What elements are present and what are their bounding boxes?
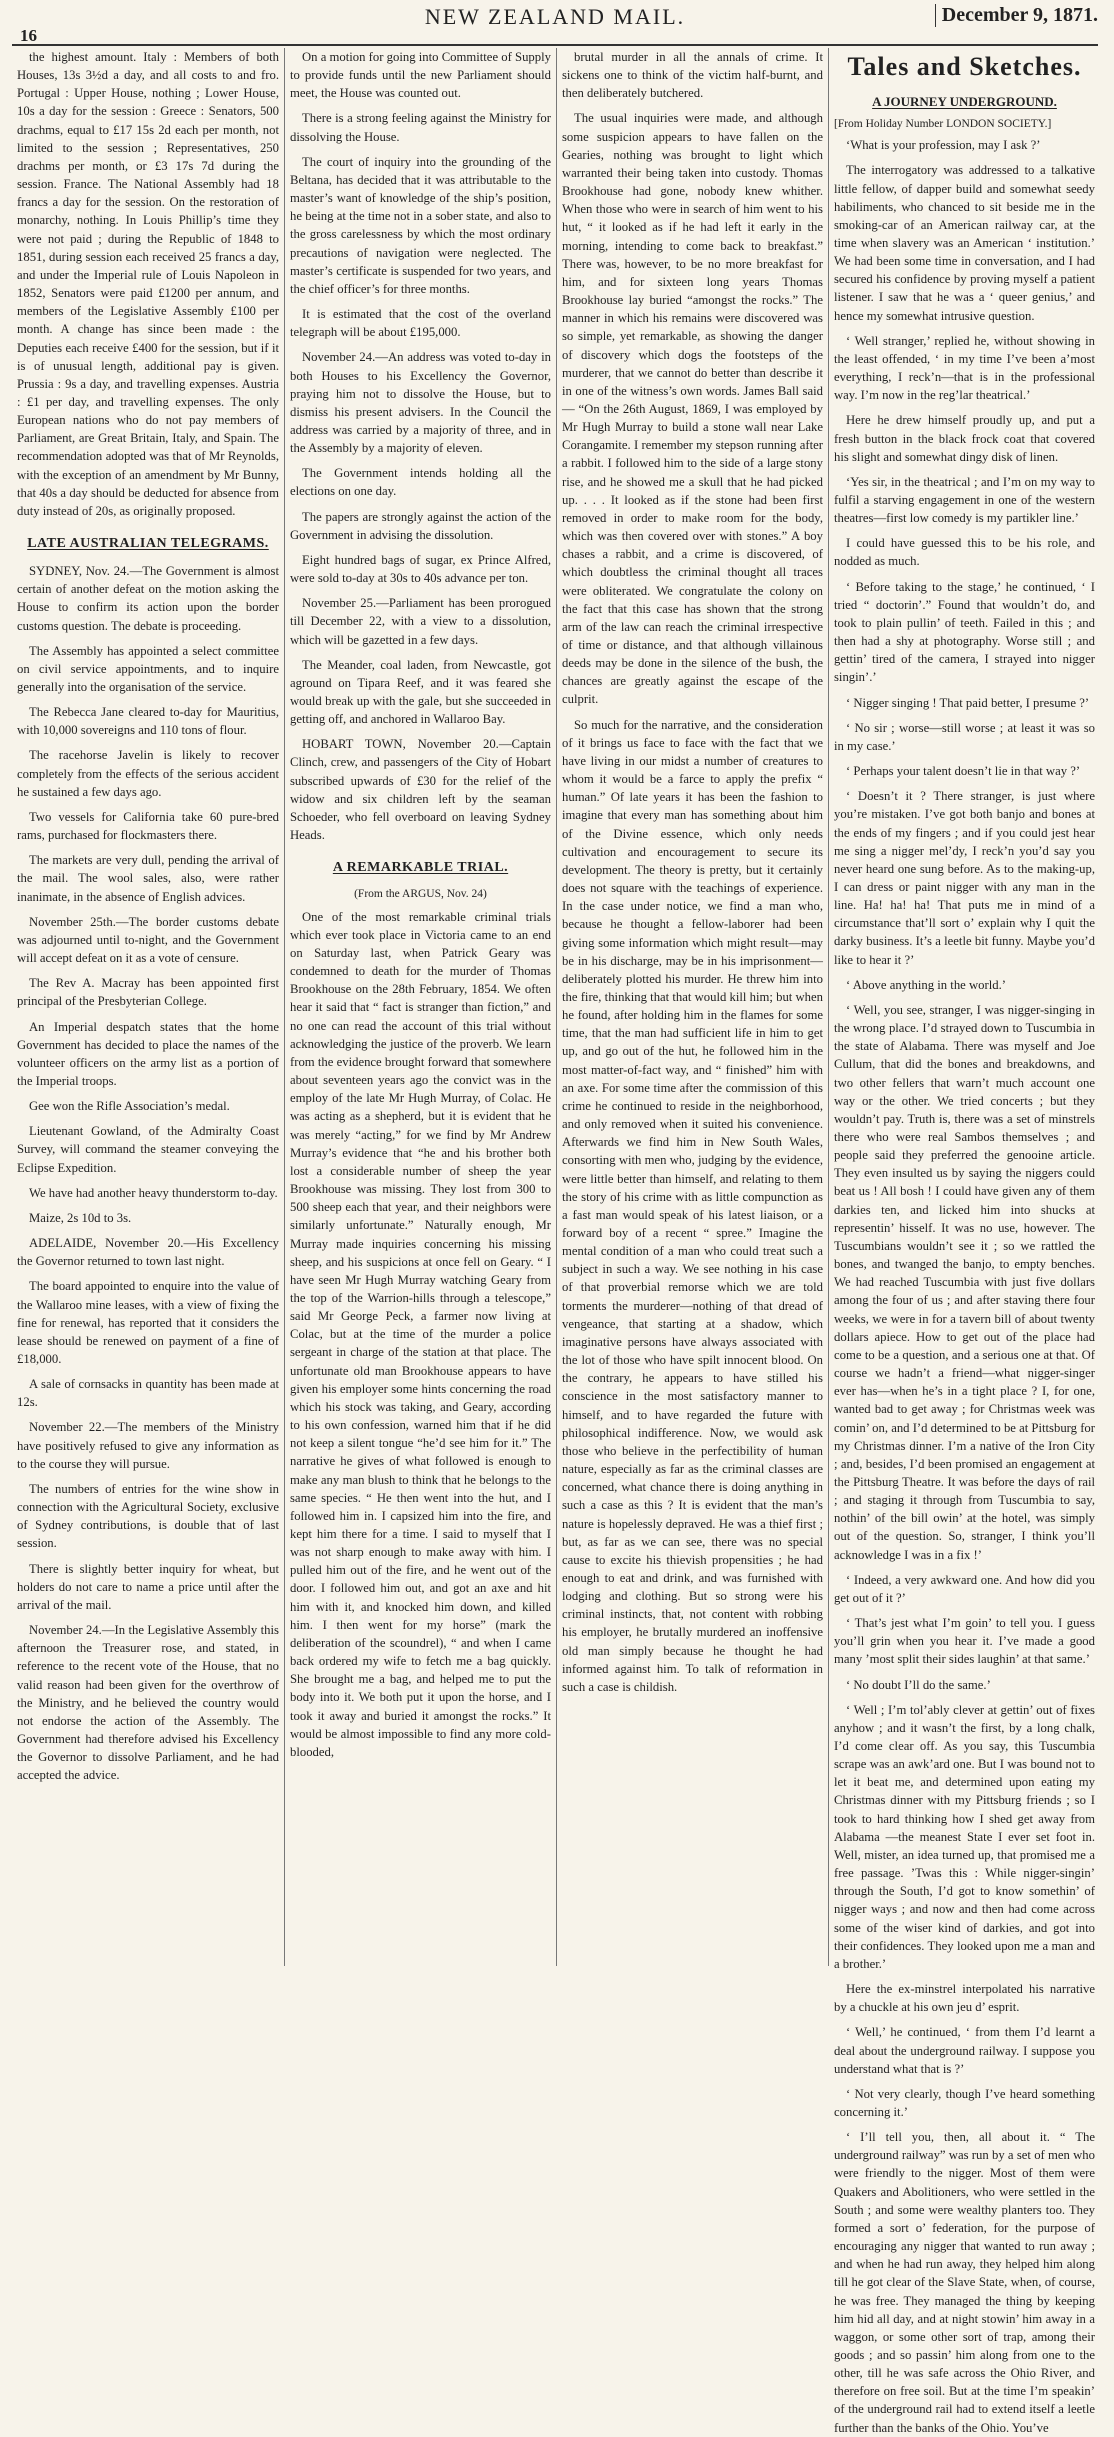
column-4-paragraph: ‘ Above anything in the world.’ (846, 977, 1006, 992)
column-4-paragraph: ‘ Well stranger,’ replied he, without showing in the least offended, ‘ in my time I’ve been a’most everything, I reck’n—that is in the professional way. I’m now in the reg’lar theatrical.’ (834, 333, 1095, 403)
journey-underground-heading: A JOURNEY UNDERGROUND. (872, 94, 1057, 110)
column-4-paragraph: ‘ No doubt I’ll do the same.’ (846, 1677, 991, 1692)
column-4-paragraph: ‘ Perhaps your talent doesn’t lie in that way ?’ (846, 764, 1081, 779)
column-4-paragraph: ‘What is your profession, may I ask ?’ (846, 138, 1041, 153)
section-heading-remarkable-trial: A REMARKABLE TRIAL. (332, 860, 509, 876)
source-line: [From Holiday Number LONDON SOCIETY.] (834, 117, 1052, 130)
column-4-paragraph: ‘ I’ll tell you, then, all about it. “ The underground railway” was run by a set of men who were friendly to the nigger. Most of them were Quakers and Abolitioners, who were settled in the South ; and some were wealthy planters too. They formed a sort o’ federation, for the purpose of encouraging any nigger that wanted to run away ; and when he had run away, they helped him along till he got clear of the Slave State, when, of course, he was free. They managed the thing by keeping him hid all day, and at night stowin’ him away in a waggon, or some other sort of trap, among their goods ; and so passin’ him along from one to the other, till he was safe across the Ohio River, and therefore on free soil. But at the time I’m speakin’ of the underground rail had to extend itself a leetle further than the banks of the Ohio. You’ve (834, 2130, 1095, 2435)
column-1-paragraph: There is slightly better inquiry for wheat, but holders do not care to name a price until after the arrival of the mail. (17, 1561, 279, 1612)
column-2-paragraph: The papers are strongly against the action of the Government in advising the dissolution. (290, 509, 551, 542)
column-4-paragraph: Here he drew himself proudly up, and put a fresh button in the black frock coat that covered his slight and somewhat dingy disk of linen. (834, 413, 1095, 464)
column-3-paragraph: brutal murder in all the annals of crime. It sickens one to think of the victim half-burnt, and then deliberately butchered. (562, 50, 823, 101)
column-4-paragraph: ‘ Well,’ he continued, ‘ from them I’d learnt a deal about the underground railway. I suppose you understand what that is ?’ (834, 2025, 1095, 2076)
column-1-paragraph: Maize, 2s 10d to 3s. (29, 1210, 132, 1225)
column-2-paragraph: November 24.—An address was voted to-day in both Houses to his Excellency the Governor, praying him not to dissolve the House, but to dismiss his present advisers. In the Council the address was carried by a majority of three, and in the Assembly by a majority of eleven. (290, 350, 551, 456)
column-2-paragraph: One of the most remarkable criminal trials which ever took place in Victoria came to an end on Saturday last, when Patrick Geary was condemned to death for the murder of Thomas Brookhouse on the 28th February, 1854. We often hear it said that “ fact is stranger than fiction,” and no one can read the account of this trial without acknowledging the justice of the proverb. We learn from the evidence brought forward that somewhere about seventeen years ago the convict was in the employ of the late Mr Hugh Murray, of Colac. He was acting as a shepherd, but it is evident that he was merely “acting,” for we find by Mr Andrew Murray’s evidence that “he and his brother both lost a considerable number of sheep the year Brookhouse was missing. They lost from 300 to 500 sheep each that year, and their neighbors were similarly unfortunate.” Naturally enough, Mr Murray made inquiries concerning his missing sheep, and his suspicions at once fell on Geary. “ I have seen Mr Hugh Murray watching Geary from the top of the Warrion-hills through a telescope,” said Mr George Peck, a farmer now living at Colac, but at the time of the murder a police sergeant in charge of the station at that place. The unfortunate old man Brookhouse appears to have given his employer some hints concerning the road which his stock was taking, and Geary, according to his own confession, warned him that if he did not keep a silent tongue “he’d see him for it.” The narrative he gives of what followed is enough to make any man blush to think that he belongs to the same species. “ He then went into the hut, and I followed him in. I capsized him into the fire, and kept him there for a time. I said to myself that I was not sharp enough to make away with him. I pulled him out of the fire, and he went out of the door. I followed him out, and got an axe and hit him with it, and knocked him down, and killed him. I then went for my horse” (mark the deliberation of the scoundrel), “ and when I came back ordered my wife to fetch me a bag quickly. She brought me a bag, and helped me to put the body into it. We both put it upon the horse, and I took it away and buried it amongst the rocks.” It would be almost impossible to find any more cold-blooded, (290, 909, 551, 1759)
column-1-paragraph: SYDNEY, Nov. 24.—The Government is almost certain of another defeat on the motion asking the House to confirm its action upon the border customs question. The debate is proceeding. (17, 564, 279, 633)
column-1-paragraph: Lieutenant Gowland, of the Admiralty Coast Survey, will command the steamer conveying the Eclipse Expedition. (17, 1124, 279, 1175)
column-4-paragraph: The interrogatory was addressed to a talkative little fellow, of dapper build and somewhat seedy habiliments, who chanced to sit beside me in the smoking-car of an American railway car, at the time when slavery was an American ‘ institution.’ We had been some time in conversation, and I had secured his confidence by proving myself a patient listener. I saw that he was a ‘ queer genius,’ and hence my somewhat intrusive question. (834, 163, 1095, 323)
column-2-paragraph: The Meander, coal laden, from Newcastle, got aground on Tipara Reef, and it was feared she would break up with the gale, but she succeeded in getting off, and anchored in Wallaroo Bay. (290, 657, 551, 727)
column-1-paragraph: November 24.—In the Legislative Assembly this afternoon the Treasurer rose, and stated, in reference to the recent vote of the House, that no valid reason had been given for the overthrow of the Ministry, and he believed the country would not endorse the action of the Assembly. The Government had therefore advised his Excellency the Governor to dissolve Parliament, and he had accepted the advice. (17, 1623, 279, 1783)
column-2-paragraph: On a motion for going into Committee of Supply to provide funds until the new Parliament should meet, the House was counted out. (290, 50, 551, 101)
column-2-paragraph: HOBART TOWN, November 20.—Captain Clinch, crew, and passengers of the City of Hobart subscribed upwards of £30 for the relief of the widow and six children left by the seaman Schoeder, who fell overboard on leaving Sydney Heads. (290, 737, 551, 843)
newspaper-title: NEW ZEALAND MAIL. (424, 4, 686, 29)
column-1-paragraph: November 25th.—The border customs debate was adjourned until to-night, and the Government will accept defeat on it as a vote of censure. (17, 914, 279, 966)
column-2-paragraph: Eight hundred bags of sugar, ex Prince Alfred, were sold to-day at 30s to 40s advance per ton. (290, 552, 551, 586)
column-1-paragraph: The numbers of entries for the wine show in connection with the Agricultural Society, exclusive of Sydney contributions, is double that of last session. (17, 1481, 279, 1551)
column-1-paragraph: A sale of cornsacks in quantity has been made at 12s. (17, 1377, 279, 1410)
newspaper-columns (12, 48, 1102, 2435)
column-4-paragraph: ‘ Not very clearly, though I’ve heard something concerning it.’ (834, 2086, 1095, 2119)
column-4-paragraph: ‘ That’s jest what I’m goin’ to tell you. I guess you’ll grin when you hear it. I’ve made a good many ’most split their sides laughin’ at that same.’ (834, 1616, 1095, 1667)
column-4 (828, 48, 1100, 2435)
column-2-paragraph: The court of inquiry into the grounding of the Beltana, has decided that it was attributable to the master’s want of knowledge of the ship’s position, he being at the time not in a sober state, and also to the gross carelessness by which the most ordinary precautions of navigation were neglected. The master’s certificate is suspended for two years, and the chief officer’s for three months. (290, 154, 551, 296)
tales-and-sketches-title: Tales and Sketches. (847, 52, 1082, 81)
column-1-paragraph: Gee won the Rifle Association’s medal. (29, 1099, 230, 1114)
column-2-paragraph: November 25.—Parliament has been prorogued till December 22, with a view to a dissolution, which will be gazetted in a few days. (290, 596, 551, 647)
column-4-paragraph: ‘ Nigger singing ! That paid better, I presume ?’ (846, 695, 1090, 710)
masthead (12, 0, 1098, 46)
column-1-paragraph: An Imperial despatch states that the home Government has decided to place the names of the volunteer officers on the army list as a portion of the Imperial troops. (17, 1019, 279, 1088)
column-1 (12, 48, 284, 1966)
column-1-paragraph: The racehorse Javelin is likely to recover completely from the effects of the serious accident he sustained a few days ago. (17, 748, 279, 799)
column-4-paragraph: ‘ No sir ; worse—still worse ; at least it was so in my case.’ (834, 720, 1095, 753)
column-1-paragraph: Two vessels for California take 60 pure-bred rams, purchased for flockmasters there. (17, 809, 279, 843)
column-4-paragraph: ‘ Doesn’t it ? There stranger, is just where you’re mistaken. I’ve got both banjo and bones at the ends of my fingers ; and if you could jest hear me sing a nigger mel’dy, I reck’n you’d say you never heard one sung before. As to the making-up, I can dress or paint nigger with any man in the line. Ha! ha! ha! That puts me in mind of a circumstance that’ll sort o’ explain why I quit the darky business. It’s a leetle bit funny. Maybe you’d like to hear it ?’ (834, 789, 1095, 967)
column-4-paragraph: ‘ Before taking to the stage,’ he continued, ‘ I tried “ doctorin’.” Found that wouldn’t do, and took to plain pullin’ of teeth. Failed in this ; and then had a shy at photography. Worse still ; and gettin’ tired of the camera, I strayed into nigger singin’.’ (834, 579, 1095, 685)
column-4-paragraph: ‘ Indeed, a very awkward one. And how did you get out of it ?’ (834, 1572, 1095, 1605)
page-number: 16 (20, 26, 37, 45)
column-1-paragraph: ADELAIDE, November 20.—His Excellency the Governor returned to town last night. (17, 1236, 279, 1269)
column-2-paragraph: There is a strong feeling against the Ministry for dissolving the House. (290, 111, 551, 144)
column-4-paragraph: ‘ Well ; I’m tol’ably clever at gettin’ out of fixes anyhow ; and it wasn’t the first, by a long chalk, I’d come clear off. As you say, this Tuscumbia scrape was an awk’ard one. But I was bound not to let it beat me, and determined upon eating my Christmas dinner with my Pittsburg friends ; so I took to hard thinking how I shed get away from Alabama —the meanest State I ever set foot in. Well, mister, an idea turned up, that promised me a free passage. ’Twas this : While nigger-singin’ through the South, I’d got to know somethin’ of nigger ways ; and now and then had come across some of the wiser kind of darkies, and got into their confidences. They looked upon me a man and a brother.’ (834, 1702, 1095, 1971)
column-3 (556, 48, 828, 1966)
column-4-paragraph: ‘ Well, you see, stranger, I was nigger-singing in the wrong place. I’d strayed down to Tuscumbia in the state of Alabama. There was myself and Joe Cullum, that did the bones and breakdowns, and two other fellers that warn’t much account one way or the other. We tried concerts ; but they wouldn’t pay. Truth is, there was a set of minstrels there who were real Sambos themselves ; and people said they preferred the genooine article. They even insulted us by saying the niggers could beat us ! All bosh ! I could have given any of them darkies ten, and licked him into shucks at representin’ hisself. It was no use, however. The Tuscumbians wouldn’t see it ; so we rattled the bones, and twanged the banjo, to empty benches. We had reached Tuscumbia with just five dollars among the four of us ; and after staving there four weeks, we were in for a tavern bill of about twenty dollars apiece. How to get out of the place had come to be a question, and a serious one at that. Of course we hadn’t a friend—what nigger-singer ever has—when he’s in a tight place ? I, for one, wanted bad to get away ; for Christmas week was comin’ on, and I’d determined to be at Pittsburg for my Christmas dinner. I’m a native of the Iron City ; and, besides, I’d been promised an engagement at the Pittsburg Theatre. It was before the days of rail ; and staging it through from Tuscumbia to say, nothin’ of the bill owin’ at the hotel, was simply out of the question. So, stranger, I think you’ll acknowledge I was in a fix !’ (834, 1002, 1095, 1562)
column-2-paragraph: It is estimated that the cost of the overland telegraph will be about £195,000. (290, 307, 551, 340)
column-1-paragraph: We have had another heavy thunderstorm to-day. (29, 1185, 278, 1200)
column-1-paragraph: The Rev A. Macray has been appointed first principal of the Presbyterian College. (17, 976, 279, 1009)
column-4-paragraph: Here the ex-minstrel interpolated his narrative by a chuckle at his own jeu d’ esprit. (834, 1982, 1095, 2015)
column-3-paragraph: The usual inquiries were made, and although some suspicion appears to have fallen on the Gearies, nothing was brought to light which warranted their being taken into custody. Thomas Brookhouse had gone, nobody knew whither. When those who were in search of him went to his hut, “ it looked as if he had left it early in the morning, intending to come back to breakfast.” There was, however, to be no more breakfast for him, and for sixteen long years Thomas Brookhouse lay buried “amongst the rocks.” The manner in which his remains were discovered was so simple, yet remarkable, as showing the danger of discovery which dogs the footsteps of the murderer, that we cannot do better than describe it in one of the witness’s own words. James Ball said— “On the 26th August, 1869, I was employed by Mr Hugh Murray to build a stone wall near Lake Corangamite. I remember my stepson running after a rabbit. I followed him to the side of a large stony rise, and he showed me a skull that he had picked up. . . . It looked as if the stone had been first removed in order to make room for the body, which was then covered over with stones.” A boy chases a rabbit, and a crime is discovered, of which doubtless the criminal thought all traces were obliterated. We congratulate the colony on the fact that this case has shown that the strong arm of the law can reach the criminal irrespective of time or distance, and that although villainous deeds may be done in the silence of the bush, the chances are greatly against the escape of the culprit. (562, 111, 823, 707)
column-2-paragraph: The Government intends holding all the elections on one day. (290, 466, 551, 499)
column-1-paragraph: The Rebecca Jane cleared to-day for Mauritius, with 10,000 sovereigns and 110 tons of flour. (17, 705, 279, 738)
source-line: (From the ARGUS, Nov. 24) (354, 888, 487, 901)
column-4-paragraph: ‘Yes sir, in the theatrical ; and I’m on my way to fulfil a starving engagement in one of the western theatres—first low comedy is my partikler line.’ (834, 474, 1095, 526)
column-1-paragraph: The markets are very dull, pending the arrival of the mail. The wool sales, also, were rather inanimate, in the absence of English advices. (17, 853, 279, 904)
section-heading-australian-telegrams: LATE AUSTRALIAN TELEGRAMS. (27, 536, 269, 552)
column-1-paragraph: The Assembly has appointed a select committee on civil service appointments, and to inquire generally into the organisation of the service. (17, 643, 279, 695)
column-3-paragraph: So much for the narrative, and the consideration of it brings us face to face with the fact that we have living in our midst a number of creatures to whom it would be a farce to apply the prefix “ human.” Of late years it has been the fashion to imagine that every man has something about him of the Divine essence, which only needs cultivation and encouragement to secure its development. The theory is pretty, but it certainly does not square with the teachings of experience. In the case under notice, we find a man who, because he thought a fellow-laborer had been giving some information which might result—may be in his discharge, may be in his imprisonment—deliberately plotted his murder. He threw him into the fire, thinking that that would kill him; but when he found, after holding him in the flames for some time, that the man had sufficient life in him to get up, and go out of the hut, he followed him in the most matter-of-fact way, and “ finished” him with an axe. For some time after the commission of this crime he continued to reside in the neighborhood, and only removed when it suited his convenience. Afterwards we find him in New South Wales, consorting with men who, judging by the evidence, were little better than himself, and relating to them the story of his crime with as little compunction as a fast man would speak of his latest liaison, or a forward boy of a recent “ spree.” Imagine the mental condition of a man who could treat such a subject in such a way. We see nothing in his case of that proverbial remorse which we are told torments the murderer—nothing of that dread of vengeance, that starting at a shadow, which imaginative persons have always associated with the lot of those who have spilt innocent blood. On the contrary, he appears to have stilled his conscience in the most satisfactory manner to himself, and to have regarded the future with philosophical indifference. Now, we would ask those who believe in the perfectibility of human nature, especially as far as the criminal classes are concerned, what chance there is doing anything in such a case as this ? It is evident that the man’s nature is hopelessly depraved. He was a thief first ; but, as far as we can see, there was no special cause to excite his thievish propensities ; he had enough to eat and drink, and was furnished with lodging and clothing. But so strong were his criminal instincts, that, not content with robbing his employer, he brutally murdered an inoffensive old man simply because he thought he had informed against him. To talk of reformation in such a case is childish. (562, 717, 823, 1694)
issue-date: December 9, 1871. (935, 4, 1098, 27)
column-1-paragraph: November 22.—The members of the Ministry have positively refused to give any information as to the course they will pursue. (17, 1420, 279, 1471)
column-1-paragraph: the highest amount. Italy : Members of both Houses, 13s 3½d a day, and all costs to and fro. Portugal : Upper House, nothing ; Lower House, 10s a day for the session : Greece : Senators, 500 drachms, equal to £17 15s 2d each per month, not limited to the session ; Representatives, 250 drachms per month, or £3 17s 7d during the session. France. The National Assembly had 18 francs a day for the session. On the restoration of monarchy, nothing. In Louis Phillip’s time they were not paid ; during the Republic of 1848 to 1851, during session each received 25 francs a day, and under the Imperial rule of Louis Napoleon in 1852, Senators were paid £1200 per annum, and members of the Legislative Assembly £100 per month. A change has since been made : the Deputies each receive £400 for the session, but if it is of unusual length, additional pay is given. Prussia : 9s a day, and travelling expenses. Austria : £1 per day, and travelling expenses. The only European nations who do not pay members of Parliament, are Great Britain, Italy, and Spain. The recommendation adopted was that of Mr Reynolds, with the exception of an amendment by Mr Bunny, that 40s a day should be deducted for absence from duty instead of 20s, as originally proposed. (17, 50, 279, 518)
column-1-paragraph: The board appointed to enquire into the value of the Wallaroo mine leases, with a view of fixing the fine for renewal, has reported that it considers the lease should be renewed on payment of a fine of £18,000. (17, 1279, 279, 1367)
column-4-paragraph: I could have guessed this to be his role, and nodded as much. (834, 536, 1095, 569)
column-2 (284, 48, 556, 1966)
